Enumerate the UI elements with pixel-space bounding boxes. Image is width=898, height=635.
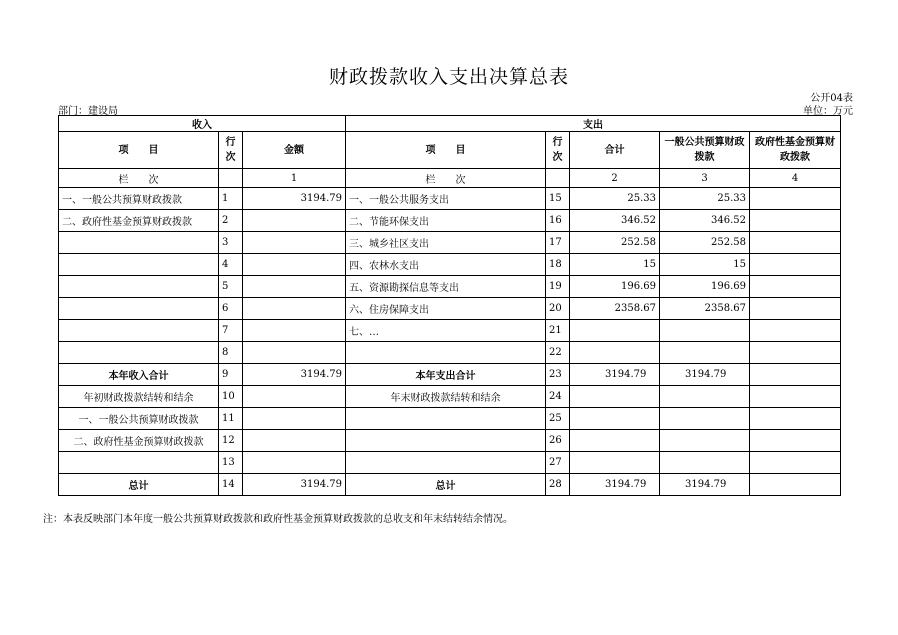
carry-income-item: 二、政府性基金预算财政拨款 [59,430,219,452]
income-item [59,232,219,254]
table-note: 注：本表反映部门本年度一般公共预算财政拨款和政府性基金预算财政拨款的总收支和年末结转结余情况。 [43,514,513,525]
income-amount: 3194.79 [243,188,346,210]
year-income-total-label: 本年收入合计 [59,364,219,386]
income-amount-header: 金额 [243,132,346,169]
income-amount [243,430,346,452]
expenditure-line-no: 26 [546,430,570,452]
table-row [59,342,841,364]
expenditure-header: 支出 [346,116,841,132]
expenditure-fund [750,210,841,232]
expenditure-item: 六、住房保障支出 [346,298,546,320]
expenditure-line-no: 28 [546,474,570,496]
expenditure-total: 196.69 [570,276,660,298]
income-line-no: 9 [219,364,243,386]
expenditure-line-no: 22 [546,342,570,364]
column-header-row [59,132,841,169]
unit-label: 单位：万元 [803,106,853,117]
expenditure-item: 三、城乡社区支出 [346,232,546,254]
expenditure-line-no: 16 [546,210,570,232]
expenditure-line-no: 25 [546,408,570,430]
empty-cell [660,408,750,430]
expenditure-item: 五、资源勘探信息等支出 [346,276,546,298]
expenditure-item [346,342,546,364]
col-number: 1 [243,169,346,188]
income-line-no: 5 [219,276,243,298]
income-line-no: 4 [219,254,243,276]
carry-row [59,430,841,452]
expenditure-general: 196.69 [660,276,750,298]
income-line-no: 14 [219,474,243,496]
income-line-no: 12 [219,430,243,452]
income-amount [243,386,346,408]
grand-expenditure-total: 3194.79 [570,474,660,496]
grand-income-total-label: 总计 [59,474,219,496]
year-income-total: 3194.79 [243,364,346,386]
page-title: 财政拨款收入支出决算总表 [328,66,569,88]
section-header-row [59,116,841,132]
expenditure-fund [750,298,841,320]
income-header: 收入 [59,116,346,132]
expenditure-line-no: 23 [546,364,570,386]
income-amount [243,298,346,320]
expenditure-line-no: 17 [546,232,570,254]
col-number: 3 [660,169,750,188]
income-amount [243,320,346,342]
table-row [59,320,841,342]
income-line-no: 11 [219,408,243,430]
year-expenditure-general: 3194.79 [660,364,750,386]
income-line-no: 7 [219,320,243,342]
expenditure-line-no: 21 [546,320,570,342]
carry-row [59,386,841,408]
form-number: 公开04表 [810,93,853,104]
expenditure-total: 15 [570,254,660,276]
expenditure-line-no: 18 [546,254,570,276]
expenditure-line-no: 20 [546,298,570,320]
carry-income-item [59,452,219,474]
grand-income-total: 3194.79 [243,474,346,496]
expenditure-general: 346.52 [660,210,750,232]
expenditure-item: 一、一般公共服务支出 [346,188,546,210]
expenditure-line-no: 27 [546,452,570,474]
gov-fund-header: 政府性基金预算财政拨款 [750,132,841,169]
income-amount [243,452,346,474]
column-label: 栏 次 [59,169,219,188]
table-row [59,188,841,210]
grand-total-row [59,474,841,496]
expenditure-item: 二、节能环保支出 [346,210,546,232]
income-item-header: 项 目 [59,132,219,169]
expenditure-line-no: 19 [546,276,570,298]
income-item: 一、一般公共预算财政拨款 [59,188,219,210]
empty-cell [750,386,841,408]
expenditure-general: 15 [660,254,750,276]
income-amount [243,210,346,232]
carry-income-item: 一、一般公共预算财政拨款 [59,408,219,430]
income-line-no: 8 [219,342,243,364]
expenditure-fund [750,276,841,298]
expenditure-fund [750,342,841,364]
col-number: 2 [570,169,660,188]
expenditure-fund [750,320,841,342]
carry-expenditure-item [346,408,546,430]
year-expenditure-total-label: 本年支出合计 [346,364,546,386]
expenditure-total: 2358.67 [570,298,660,320]
table-row [59,298,841,320]
empty-cell [750,430,841,452]
table-row [59,210,841,232]
carry-row [59,452,841,474]
income-amount [243,232,346,254]
income-item [59,254,219,276]
empty-cell [570,408,660,430]
year-total-row [59,364,841,386]
income-amount [243,276,346,298]
income-line-no: 6 [219,298,243,320]
expenditure-general [660,342,750,364]
income-item: 二、政府性基金预算财政拨款 [59,210,219,232]
empty-cell [219,169,243,188]
total-header: 合计 [570,132,660,169]
fiscal-summary-table [58,115,841,496]
empty-cell [750,452,841,474]
empty-cell [660,386,750,408]
expenditure-total [570,342,660,364]
grand-expenditure-fund [750,474,841,496]
expenditure-fund [750,188,841,210]
col-number: 4 [750,169,841,188]
expenditure-total: 25.33 [570,188,660,210]
expenditure-item: 四、农林水支出 [346,254,546,276]
empty-cell [750,408,841,430]
department-label: 部门：建设局 [58,106,118,117]
income-item [59,276,219,298]
income-line-no: 1 [219,188,243,210]
expenditure-item: 七、… [346,320,546,342]
empty-cell [570,430,660,452]
income-item [59,342,219,364]
carry-row [59,408,841,430]
grand-expenditure-general: 3194.79 [660,474,750,496]
expenditure-fund [750,254,841,276]
expenditure-total: 346.52 [570,210,660,232]
year-expenditure-fund [750,364,841,386]
income-amount [243,254,346,276]
expenditure-line-no: 24 [546,386,570,408]
year-expenditure-total: 3194.79 [570,364,660,386]
income-line-no: 3 [219,232,243,254]
column-number-row [59,169,841,188]
income-line-no: 2 [219,210,243,232]
empty-cell [660,430,750,452]
carry-expenditure-item [346,452,546,474]
income-line-no: 13 [219,452,243,474]
income-item [59,320,219,342]
expenditure-line-no-header: 行次 [546,132,570,169]
income-item [59,298,219,320]
expenditure-general: 252.58 [660,232,750,254]
table-row [59,276,841,298]
expenditure-general: 25.33 [660,188,750,210]
expenditure-item-header: 项 目 [346,132,546,169]
empty-cell [570,386,660,408]
empty-cell [546,169,570,188]
income-amount [243,342,346,364]
carry-expenditure-item: 年末财政拨款结转和结余 [346,386,546,408]
carry-income-item: 年初财政拨款结转和结余 [59,386,219,408]
expenditure-total [570,320,660,342]
table-row [59,232,841,254]
income-amount [243,408,346,430]
general-budget-header: 一般公共预算财政拨款 [660,132,750,169]
expenditure-general: 2358.67 [660,298,750,320]
empty-cell [570,452,660,474]
expenditure-line-no: 15 [546,188,570,210]
income-line-no-header: 行次 [219,132,243,169]
carry-expenditure-item [346,430,546,452]
expenditure-total: 252.58 [570,232,660,254]
empty-cell [660,452,750,474]
expenditure-fund [750,232,841,254]
column-label: 栏 次 [346,169,546,188]
grand-expenditure-total-label: 总计 [346,474,546,496]
expenditure-general [660,320,750,342]
income-line-no: 10 [219,386,243,408]
table-row [59,254,841,276]
